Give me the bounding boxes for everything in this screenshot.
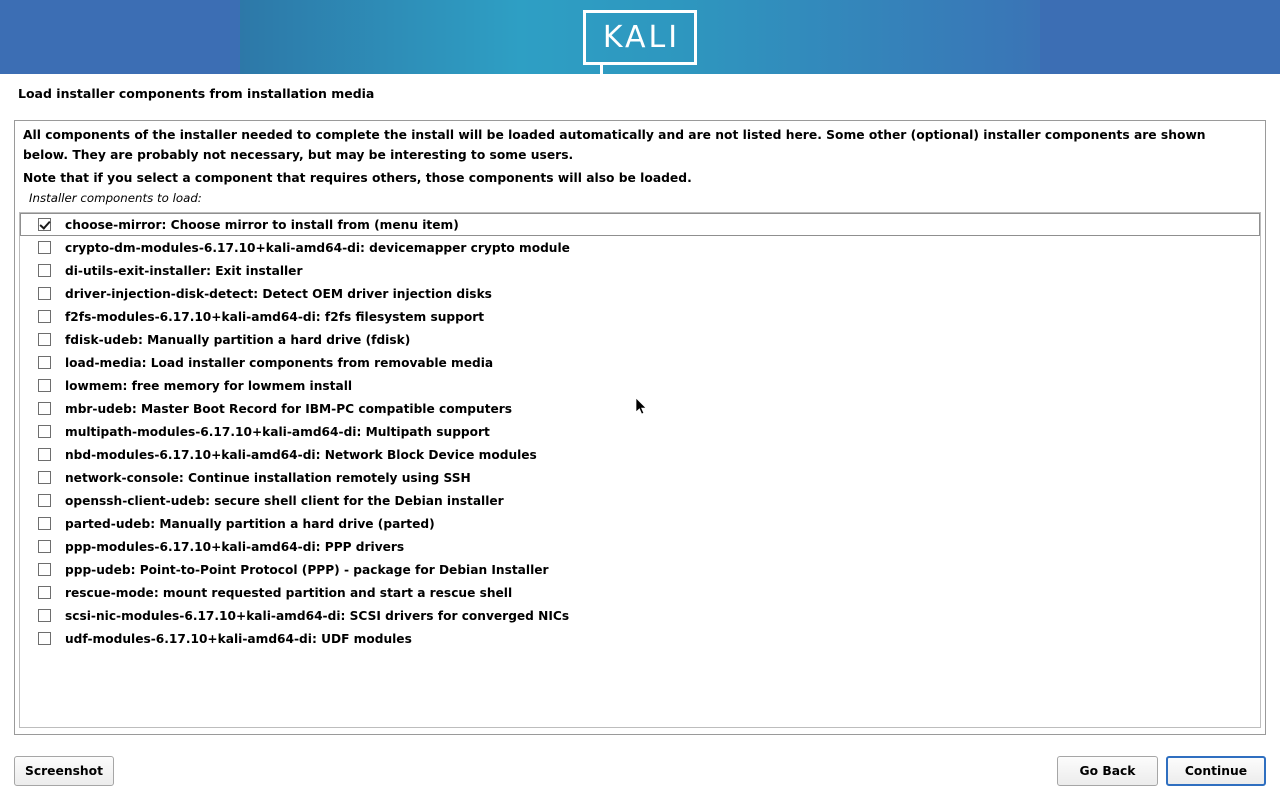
component-list-item[interactable] (20, 259, 1260, 282)
component-list-item[interactable] (20, 489, 1260, 512)
go-back-button[interactable]: Go Back (1057, 756, 1158, 786)
checkbox-icon[interactable] (38, 609, 51, 622)
checkbox-icon[interactable] (38, 402, 51, 415)
component-list-item[interactable] (20, 213, 1260, 236)
component-label: udf-modules-6.17.10+kali-amd64-di: UDF modules (65, 631, 412, 646)
continue-button[interactable]: Continue (1166, 756, 1266, 786)
component-label: load-media: Load installer components from removable media (65, 355, 494, 370)
page-title: Load installer components from installation media (18, 86, 375, 101)
checkbox-icon[interactable] (38, 356, 51, 369)
kali-logo (583, 10, 697, 65)
component-list-item[interactable] (20, 351, 1260, 374)
component-list-item[interactable] (20, 512, 1260, 535)
component-label: mbr-udeb: Master Boot Record for IBM-PC compatible computers (65, 401, 513, 416)
component-label: nbd-modules-6.17.10+kali-amd64-di: Network Block Device modules (65, 447, 537, 462)
component-list-item[interactable] (20, 397, 1260, 420)
checkbox-icon[interactable] (38, 379, 51, 392)
component-label: network-console: Continue installation remotely using SSH (65, 470, 471, 485)
checkbox-icon[interactable] (38, 264, 51, 277)
component-list-item[interactable] (20, 305, 1260, 328)
component-list-item[interactable] (20, 466, 1260, 489)
component-label: scsi-nic-modules-6.17.10+kali-amd64-di: SCSI drivers for converged NICs (65, 608, 570, 623)
checkbox-icon[interactable] (38, 333, 51, 346)
component-label: choose-mirror: Choose mirror to install from (menu item) (65, 217, 459, 232)
component-label: fdisk-udeb: Manually partition a hard drive (fdisk) (65, 332, 411, 347)
components-list-label: Installer components to load: (29, 191, 202, 205)
checkbox-icon[interactable] (38, 287, 51, 300)
component-list-item[interactable] (20, 328, 1260, 351)
component-list-item[interactable] (20, 558, 1260, 581)
component-list-item[interactable] (20, 627, 1260, 650)
checkbox-checked-icon[interactable] (38, 218, 51, 231)
checkbox-icon[interactable] (38, 586, 51, 599)
component-label: di-utils-exit-installer: Exit installer (65, 263, 303, 278)
component-list-item[interactable] (20, 282, 1260, 305)
components-list[interactable] (19, 212, 1261, 728)
component-list-item[interactable] (20, 443, 1260, 466)
intro-text: All components of the installer needed to complete the install will be loaded automatically and are not listed here. Some other (optional) installer components are shown below. They are probably not necessary, but may be interesting to some users. (23, 128, 1206, 162)
component-list-item[interactable] (20, 420, 1260, 443)
component-label: multipath-modules-6.17.10+kali-amd64-di: Multipath support (65, 424, 490, 439)
component-list-item[interactable] (20, 535, 1260, 558)
component-list-item[interactable] (20, 581, 1260, 604)
component-label: rescue-mode: mount requested partition and start a rescue shell (65, 585, 513, 600)
note-text: Note that if you select a component that requires others, those components will also be loaded. (23, 171, 692, 185)
component-label: ppp-udeb: Point-to-Point Protocol (PPP) - package for Debian Installer (65, 562, 549, 577)
checkbox-icon[interactable] (38, 632, 51, 645)
component-label: f2fs-modules-6.17.10+kali-amd64-di: f2fs filesystem support (65, 309, 485, 324)
checkbox-icon[interactable] (38, 540, 51, 553)
component-label: ppp-modules-6.17.10+kali-amd64-di: PPP drivers (65, 539, 405, 554)
kali-logo-notch (600, 63, 603, 74)
component-label: lowmem: free memory for lowmem install (65, 378, 353, 393)
checkbox-icon[interactable] (38, 241, 51, 254)
kali-logo-text: KALI (602, 19, 681, 55)
screenshot-button[interactable]: Screenshot (14, 756, 114, 786)
checkbox-icon[interactable] (38, 563, 51, 576)
component-list-item[interactable] (20, 604, 1260, 627)
component-list-item[interactable] (20, 374, 1260, 397)
installer-panel (14, 120, 1266, 735)
kali-banner (0, 0, 1280, 74)
component-list-item[interactable] (20, 236, 1260, 259)
component-label: openssh-client-udeb: secure shell client for the Debian installer (65, 493, 504, 508)
checkbox-icon[interactable] (38, 448, 51, 461)
checkbox-icon[interactable] (38, 425, 51, 438)
checkbox-icon[interactable] (38, 310, 51, 323)
checkbox-icon[interactable] (38, 471, 51, 484)
checkbox-icon[interactable] (38, 517, 51, 530)
component-label: crypto-dm-modules-6.17.10+kali-amd64-di: devicemapper crypto module (65, 240, 570, 255)
checkbox-icon[interactable] (38, 494, 51, 507)
component-label: parted-udeb: Manually partition a hard drive (parted) (65, 516, 435, 531)
component-label: driver-injection-disk-detect: Detect OEM driver injection disks (65, 286, 492, 301)
